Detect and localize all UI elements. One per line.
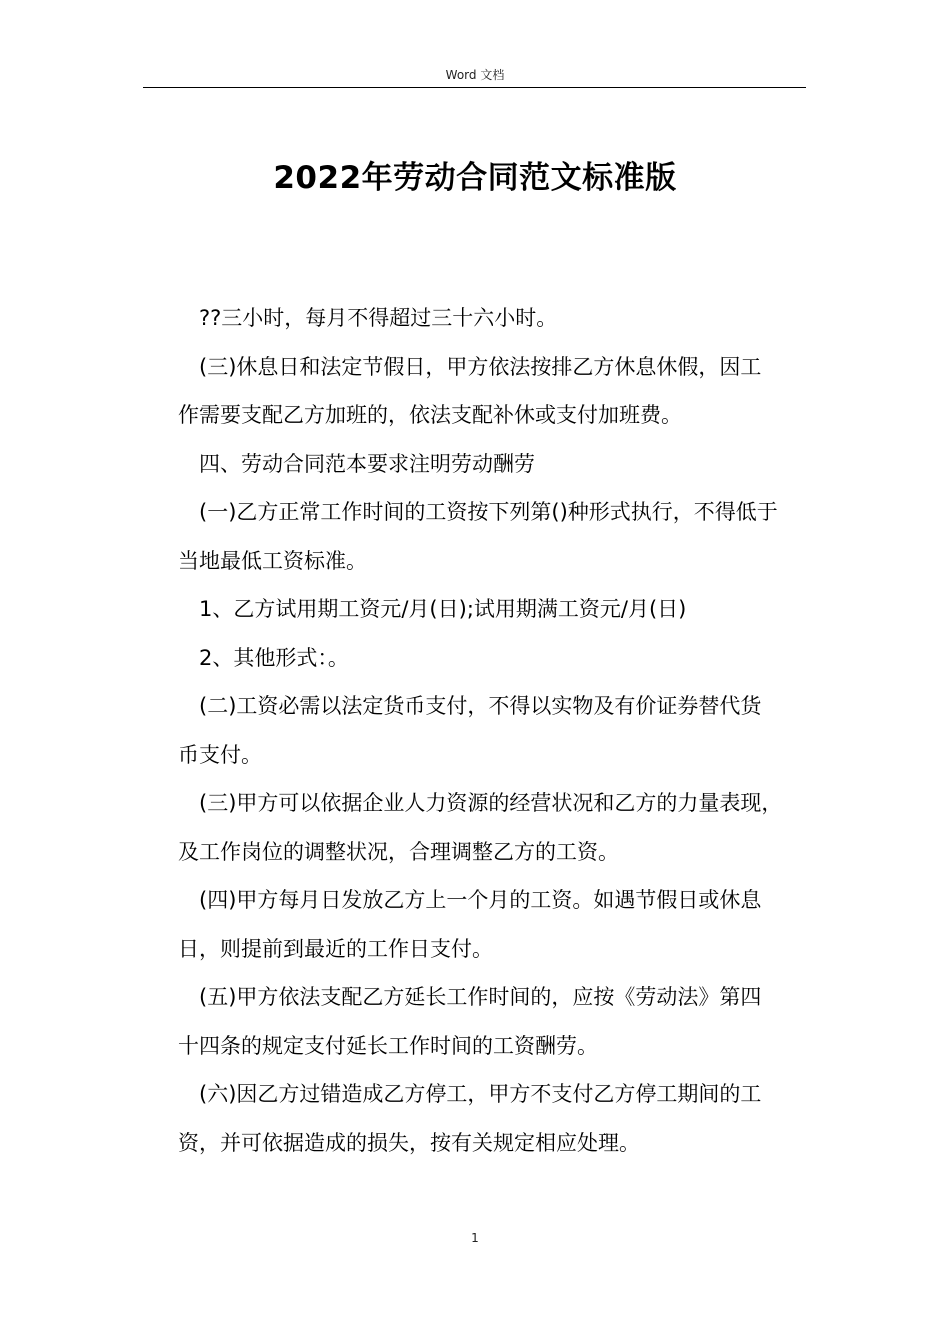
body-line: 十四条的规定支付延长工作时间的工资酬劳。 bbox=[178, 1033, 598, 1058]
body-line: (一)乙方正常工作时间的工资按下列第()种形式执行，不得低于 bbox=[199, 500, 778, 524]
body-line: (五)甲方依法支配乙方延长工作时间的，应按《劳动法》第四 bbox=[199, 985, 762, 1009]
body-line: 1、乙方试用期工资元/月(日);试用期满工资元/月(日) bbox=[199, 597, 687, 621]
body-line: (四)甲方每月日发放乙方上一个月的工资。如遇节假日或休息 bbox=[199, 888, 762, 912]
body-line: (三)甲方可以依据企业人力资源的经营状况和乙方的力量表现， bbox=[199, 791, 783, 815]
body-line: 币支付。 bbox=[178, 742, 262, 767]
body-line: 2、其他形式：。 bbox=[199, 645, 349, 670]
document-body bbox=[178, 294, 806, 1167]
body-line: 作需要支配乙方加班的，依法支配补休或支付加班费。 bbox=[178, 403, 682, 427]
page-number: 1 bbox=[471, 1231, 479, 1245]
body-line: 当地最低工资标准。 bbox=[178, 548, 367, 573]
body-line: 四、劳动合同范本要求注明劳动酬劳 bbox=[199, 451, 535, 476]
page-header: Word 文档 bbox=[445, 68, 505, 82]
body-line: (三)休息日和法定节假日，甲方依法按排乙方休息休假，因工 bbox=[199, 354, 762, 379]
body-line: 资，并可依据造成的损失，按有关规定相应处理。 bbox=[178, 1130, 640, 1155]
body-line: (六)因乙方过错造成乙方停工，甲方不支付乙方停工期间的工 bbox=[199, 1082, 762, 1106]
header-divider bbox=[143, 87, 806, 88]
body-line: (二)工资必需以法定货币支付，不得以实物及有价证券替代货 bbox=[199, 694, 762, 718]
body-line: 及工作岗位的调整状况，合理调整乙方的工资。 bbox=[178, 839, 619, 864]
document-title: 2022年劳动合同范文标准版 bbox=[273, 160, 677, 196]
body-line: 日，则提前到最近的工作日支付。 bbox=[178, 936, 493, 961]
body-line: ??三小时，每月不得超过三十六小时。 bbox=[199, 306, 558, 330]
